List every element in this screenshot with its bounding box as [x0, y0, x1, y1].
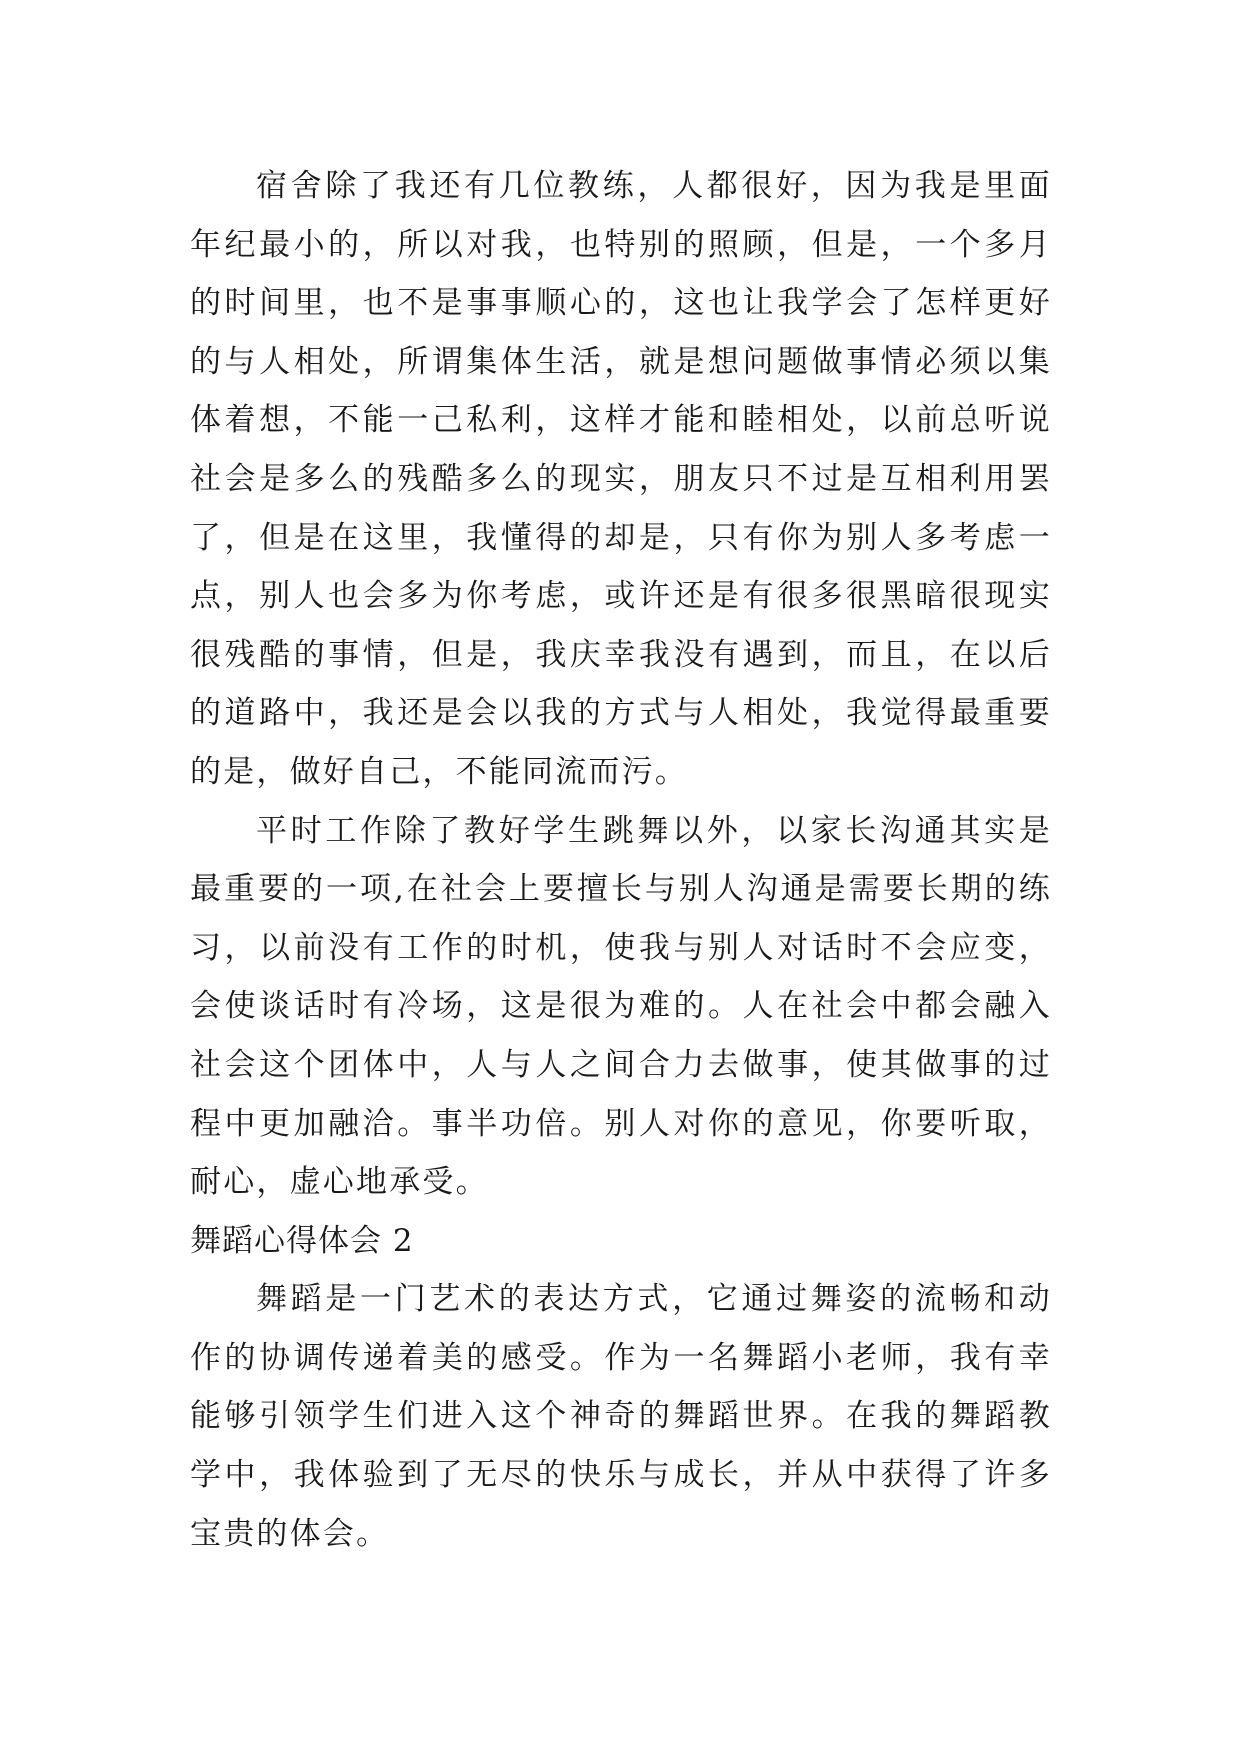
paragraph-dormitory: 宿舍除了我还有几位教练，人都很好，因为我是里面年纪最小的，所以对我，也特别的照顾，但是，一个多月的时间里，也不是事事顺心的，这也让我学会了怎样更好的与人相处，所谓集体生活，就是想问题做事情必须以集体着想，不能一己私利，这样才能和睦相处，以前总听说社会是多么的残酷多么的现实，朋友只不过是互相利用罢了，但是在这里，我懂得的却是，只有你为别人多考虑一点，别人也会多为你考虑，或许还是有很多很黑暗很现实很残酷的事情，但是，我庆幸我没有遇到，而且，在以后的道路中，我还是会以我的方式与人相处，我觉得最重要的是，做好自己，不能同流而污。	[190, 168, 1052, 790]
section-title: 舞蹈心得体会 2	[190, 1222, 414, 1259]
document-body	[190, 157, 1052, 1563]
paragraph-work: 平时工作除了教好学生跳舞以外，以家长沟通其实是最重要的一项,在社会上要擅长与别人沟通是需要长期的练习，以前没有工作的时机，使我与别人对话时不会应变，会使谈话时有冷场，这是很为难的。人在社会中都会融入社会这个团体中，人与人之间合力去做事，使其做事的过程中更加融洽。事半功倍。别人对你的意见，你要听取，耐心，虚心地承受。	[190, 812, 1052, 1201]
paragraph-dance-intro: 舞蹈是一门艺术的表达方式，它通过舞姿的流畅和动作的协调传递着美的感受。作为一名舞蹈小老师，我有幸能够引领学生们进入这个神奇的舞蹈世界。在我的舞蹈教学中，我体验到了无尽的快乐与成长，并从中获得了许多宝贵的体会。	[190, 1281, 1052, 1552]
